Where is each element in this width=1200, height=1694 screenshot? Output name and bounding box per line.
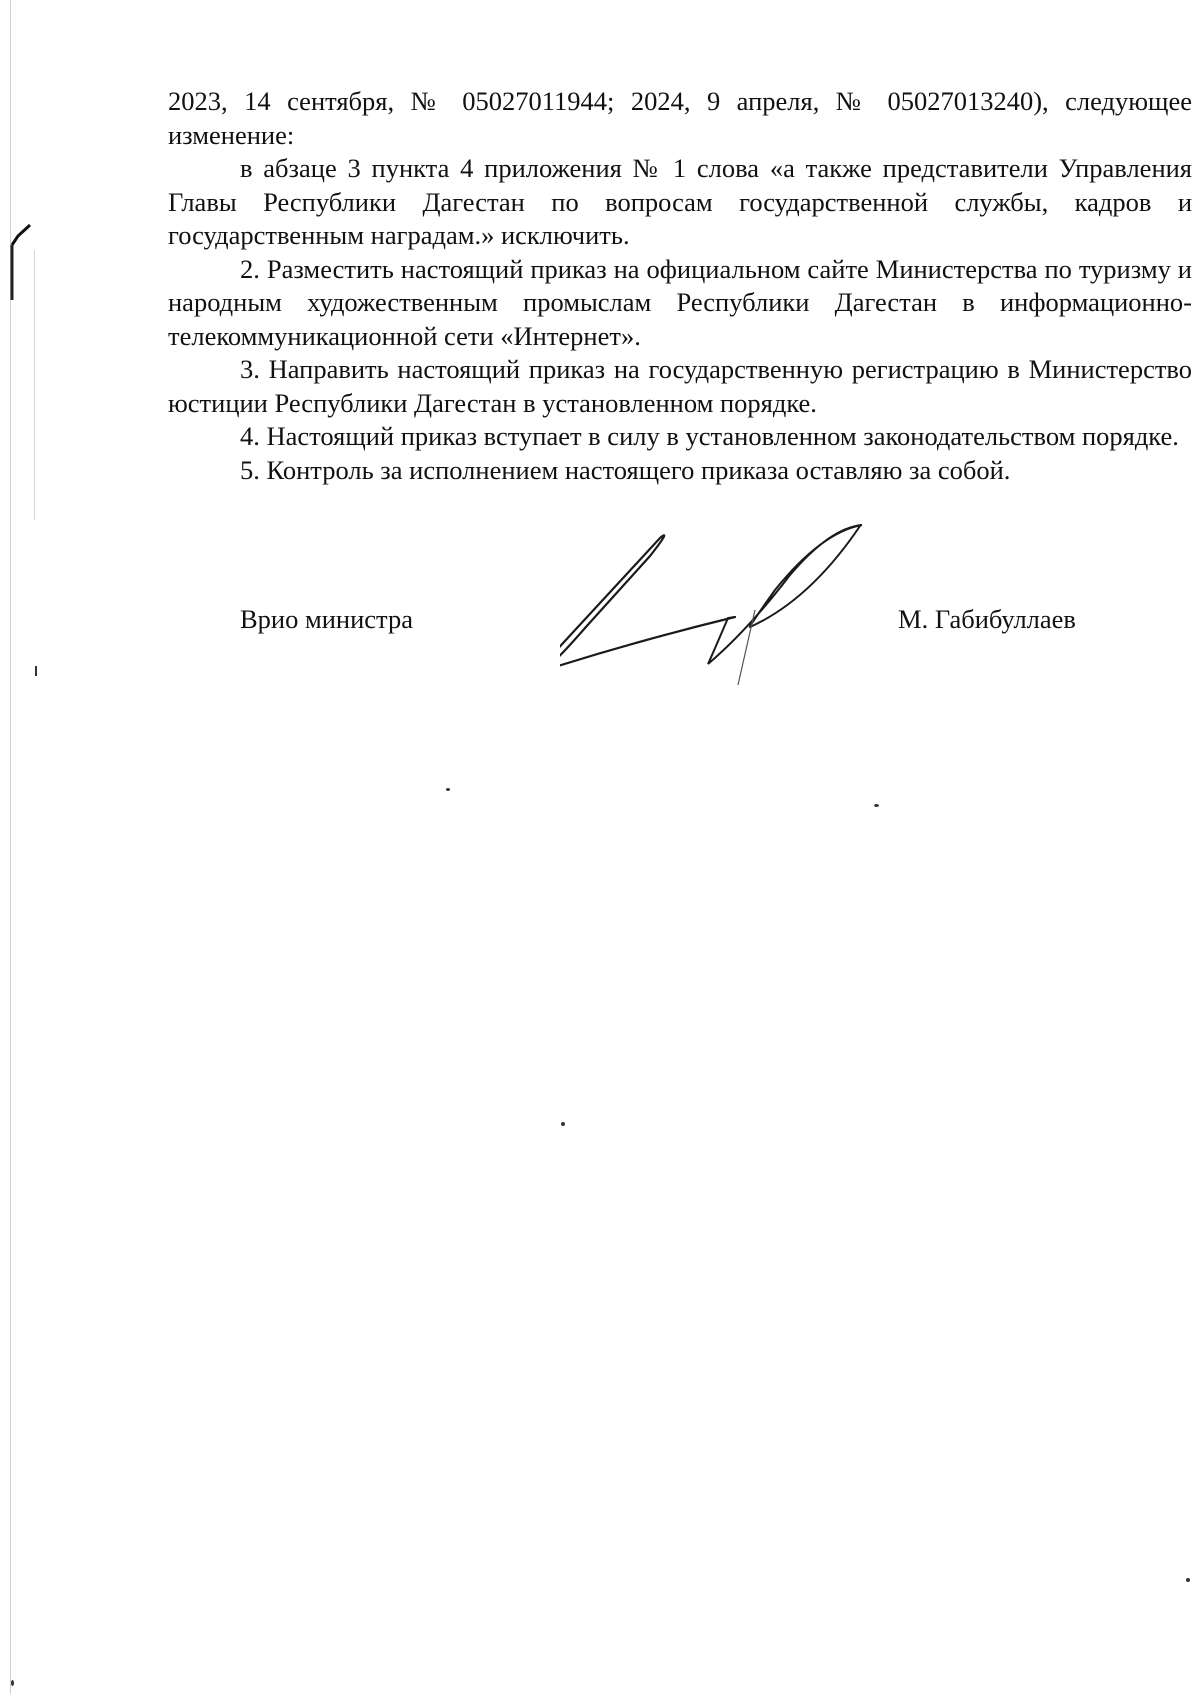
signer-name: М. Габибуллаев (898, 604, 1076, 634)
paragraph-item-2: 2. Разместить настоящий приказ на официальном сайте Министерства по туризму и народным художественным промыслам Республики Дагестан в информационно-телекоммуникационной сети «Интернет». (168, 253, 1192, 351)
scan-speck (874, 804, 879, 807)
paragraph-amendment: в абзаце 3 пункта 4 приложения № 1 слова «а также представители Управления Главы Республики Дагестан по вопросам государственной службы, кадров и государственным наградам.» исключить. (168, 153, 1192, 250)
scan-speck (446, 788, 450, 791)
paragraph-item-4: 4. Настоящий приказ вступает в силу в установленном законодательством порядке. (240, 421, 1179, 451)
paragraph-item-5: 5. Контроль за исполнением настоящего приказа оставляю за собой. (240, 454, 1011, 485)
signature-block (0, 560, 1200, 710)
scan-speck (11, 1680, 14, 1686)
scan-speck (1186, 1578, 1190, 1582)
document-body (168, 85, 1192, 487)
position-title: Врио министра (240, 604, 413, 634)
paragraph-continuation: 2023, 14 сентября, № 05027011944; 2024, 9 апреля, № 05027013240), следующее изменение: (168, 86, 1192, 150)
paragraph-item-3: 3. Направить настоящий приказ на государственную регистрацию в Министерство юстиции Республики Дагестан в установленном порядке. (168, 354, 1192, 418)
scan-speck (561, 1122, 565, 1126)
